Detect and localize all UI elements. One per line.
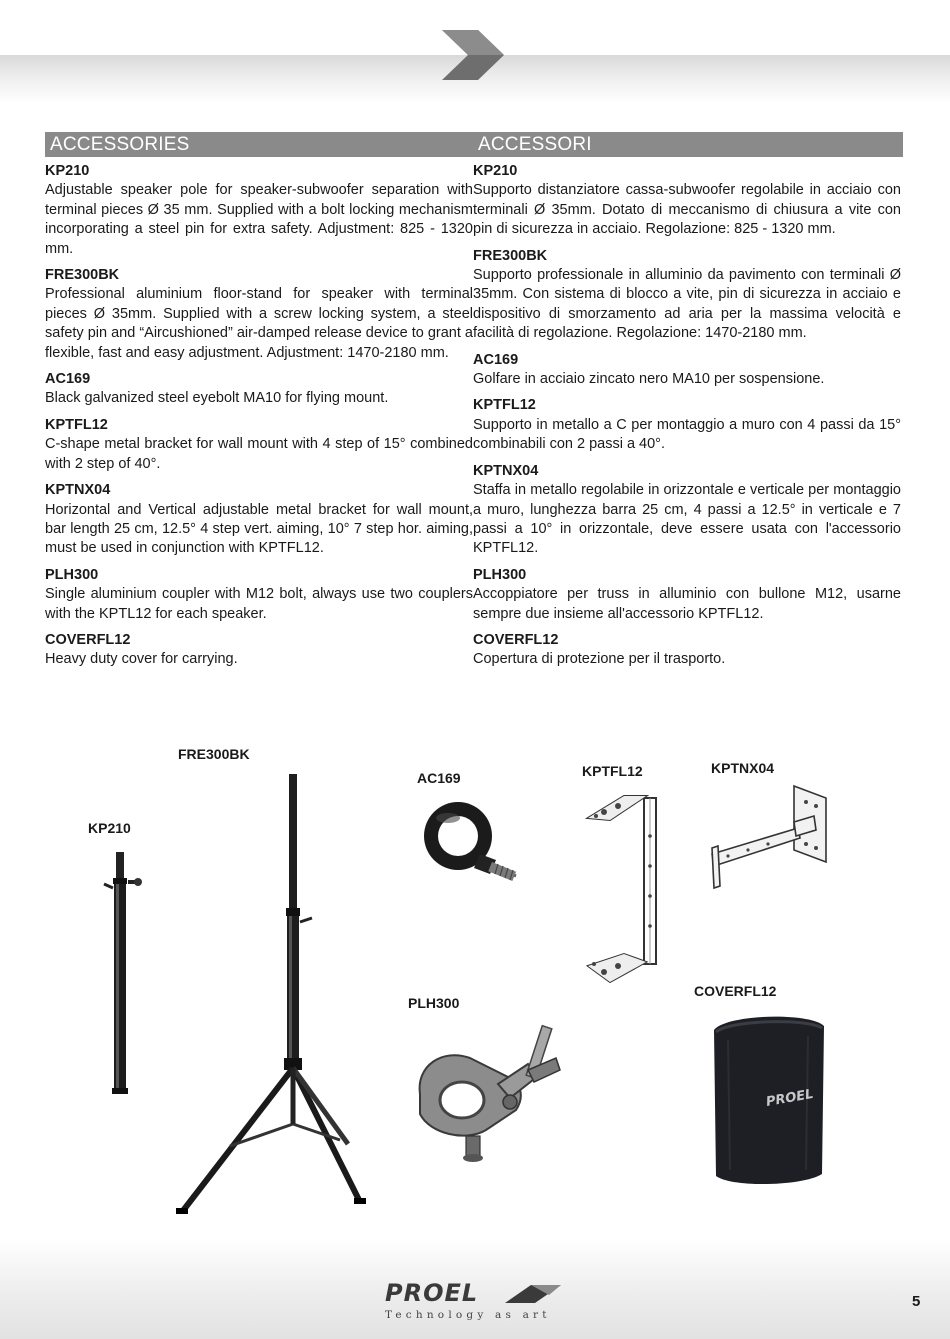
caption-coverfl12: COVERFL12 [694, 983, 777, 999]
item-description: C-shape metal bracket for wall mount with 4 step of 15° combined with 2 step of 40°. [45, 436, 473, 472]
item-description: Adjustable speaker pole for speaker-subwoofer separation with terminal pieces Ø 35 mm. Supplied with a bolt locking mechanism incorporating a steel pin for extra safety. Adjustment: 825 - 1320 mm. [45, 182, 473, 257]
item-code: KPTNX04 [45, 482, 111, 499]
item-coverfl12-en [45, 631, 473, 670]
item-code: KPTFL12 [45, 416, 108, 433]
ac169-eyebolt-image [412, 796, 524, 888]
caption-plh300: PLH300 [408, 995, 460, 1011]
caption-kp210: KP210 [88, 820, 131, 836]
kptfl12-bracket-image [582, 786, 672, 996]
item-kptnx04-en [45, 481, 473, 559]
item-code: AC169 [473, 351, 519, 368]
item-description: Accoppiatore per truss in alluminio con bullone M12, usarne sempre due insieme all'accessorio KPTFL12. [473, 586, 901, 622]
section-title-en: ACCESSORIES [45, 132, 475, 157]
item-description: Copertura di protezione per il trasporto. [473, 651, 726, 668]
caption-fre300bk: FRE300BK [178, 746, 250, 762]
caption-kptnx04: KPTNX04 [711, 760, 775, 776]
item-description: Horizontal and Vertical adjustable metal bracket for wall mount, bar length 25 cm, 12.5° 4 step vert. aiming, 10° 7 step hor. aiming, must be used in conjunction with KPTFL12. [45, 501, 473, 557]
item-kp210-en [45, 162, 473, 259]
item-code: AC169 [45, 371, 91, 388]
item-code: KP210 [45, 163, 90, 179]
cover-brand-print: PROEL [764, 1086, 815, 1110]
fre300bk-stand-image [170, 772, 380, 1218]
proel-logo [385, 1279, 565, 1325]
logo-tagline: Technology as art [385, 1309, 551, 1321]
logo-brand: PROEL [385, 1279, 479, 1307]
item-description: Single aluminium coupler with M12 bolt, always use two couplers with the KPTL12 for each speaker. [45, 586, 473, 622]
logo-swoosh-icon [505, 1283, 561, 1305]
item-description: Black galvanized steel eyebolt MA10 for flying mount. [45, 390, 389, 407]
item-fre300bk-en [45, 266, 473, 363]
item-code: KPTFL12 [473, 397, 536, 414]
chevron-arrow-icon [438, 28, 508, 82]
item-plh300-en [45, 566, 473, 624]
item-code: COVERFL12 [473, 631, 559, 648]
item-code: COVERFL12 [45, 631, 131, 648]
item-ac169-it [473, 351, 901, 390]
item-kp210-it [473, 162, 901, 240]
item-description: Staffa in metallo regolabile in orizzontale e verticale per montaggio a muro, lunghezza barra 25 cm, 4 passi a 12.5° in verticale e 7 passi a 10° in orizzontale, deve essere usata con l'accessorio KPTFL12. [473, 482, 901, 557]
item-description: Supporto distanziatore cassa-subwoofer regolabile in acciaio con terminali Ø 35mm. Dotato di meccanismo di chiusura a vite con pin di sicurezza in acciaio. Regolazione: 825 - 1320 mm. [473, 182, 901, 238]
item-description: Professional aluminium floor-stand for speaker with terminal pieces Ø 35mm. Supplied with a screw locking system, a steel safety pin and “Aircushioned” air-damped release device to grant a flexible, fast and easy adjustment. Adjustment: 1470-2180 mm. [45, 286, 473, 361]
coverfl12-cover-image [708, 1010, 830, 1188]
item-description: Golfare in acciaio zincato nero MA10 per sospensione. [473, 371, 825, 388]
item-kptfl12-it [473, 396, 901, 454]
item-code: FRE300BK [473, 247, 548, 264]
item-kptfl12-en [45, 416, 473, 474]
plh300-coupler-image [406, 1018, 564, 1168]
caption-kptfl12: KPTFL12 [582, 763, 643, 779]
item-plh300-it [473, 566, 901, 624]
item-code: KP210 [473, 163, 518, 179]
caption-ac169: AC169 [417, 770, 461, 786]
accessories-column-it [473, 132, 901, 677]
item-fre300bk-it [473, 247, 901, 344]
item-ac169-en [45, 370, 473, 409]
item-description: Supporto professionale in alluminio da pavimento con terminali Ø 35mm. Con sistema di blocco a vite, pin di sicurezza in acciaio e dispositivo di smorzamento ad aria per la massima velocità e facilità di regolazione. Regolazione: 1470-2180 mm. [473, 267, 901, 342]
item-code: FRE300BK [45, 267, 120, 284]
item-coverfl12-it [473, 631, 901, 670]
item-code: PLH300 [45, 566, 99, 583]
item-kptnx04-it [473, 462, 901, 559]
kptnx04-bracket-image [708, 782, 834, 894]
page-number: 5 [912, 1293, 921, 1310]
item-description: Heavy duty cover for carrying. [45, 651, 238, 668]
section-title-it: ACCESSORI [473, 132, 903, 157]
accessories-column-en [45, 132, 473, 677]
item-description: Supporto in metallo a C per montaggio a muro con 4 passi da 15° combinabili con 2 passi a 40°. [473, 416, 901, 453]
kp210-pole-image [98, 848, 143, 1096]
item-code: PLH300 [473, 566, 527, 583]
item-code: KPTNX04 [473, 462, 539, 479]
